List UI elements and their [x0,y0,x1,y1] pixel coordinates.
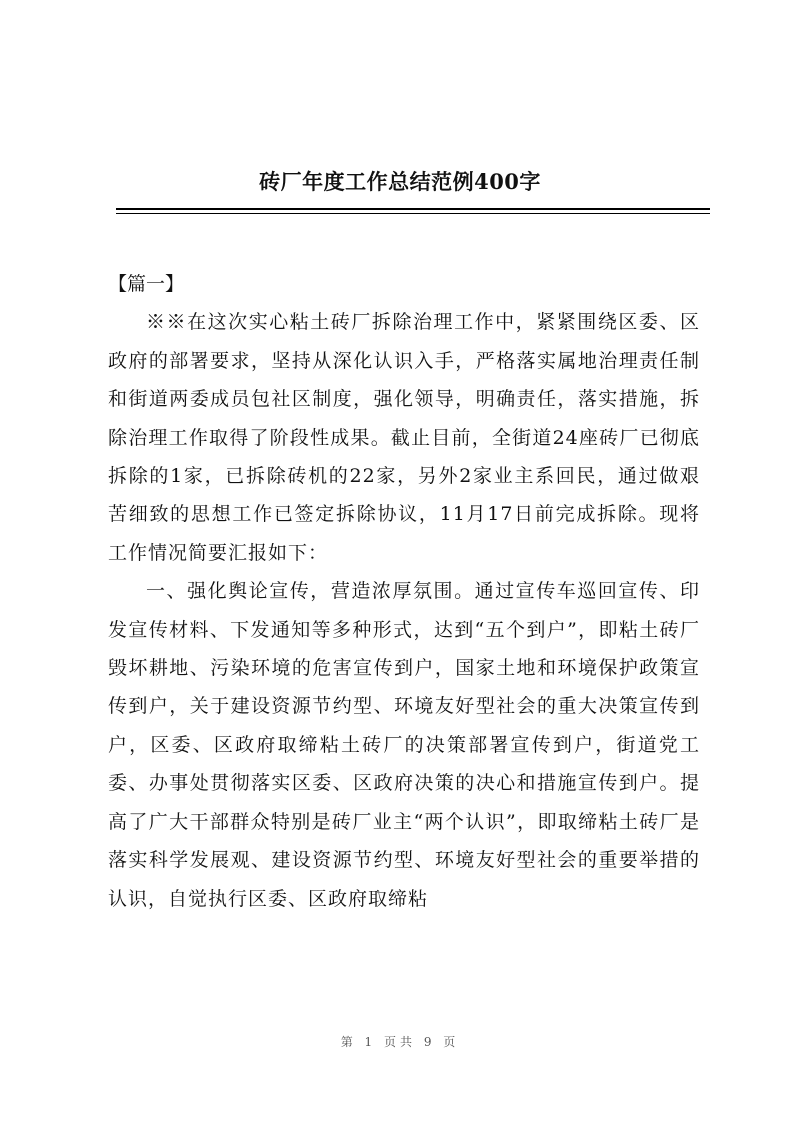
section-heading: 【篇一】 [108,273,185,295]
title-divider-thick [116,208,710,210]
body-paragraph-intro: ※※在这次实心粘土砖厂拆除治理工作中，紧紧围绕区委、区政府的部署要求，坚持从深化认识入手，严格落实属地治理责任制和街道两委成员包社区制度，强化领导，明确责任，落实措施，拆除治理工作取得了阶段性成果。截止目前，全街道24座砖厂已彻底拆除的1家，已拆除砖机的22家，另外2家业主系回民，通过做艰苦细致的思想工作已签定拆除协议，11月17日前完成拆除。现将工作情况简要汇报如下： [108,311,700,564]
title-divider-thin [116,213,710,214]
document-title: 砖厂年度工作总结范例400字 [259,169,541,194]
page-footer: 第 1 页共 9 页 [340,1035,460,1049]
document-body [108,265,700,918]
body-paragraph-publicity: 一、强化舆论宣传，营造浓厚氛围。通过宣传车巡回宣传、印发宣传材料、下发通知等多种形式，达到“五个到户”，即粘土砖厂毁坏耕地、污染环境的危害宣传到户，国家土地和环境保护政策宣传到户，关于建设资源节约型、环境友好型社会的重大决策宣传到户，区委、区政府取缔粘土砖厂的决策部署宣传到户，街道党工委、办事处贯彻落实区委、区政府决策的决心和措施宣传到户。提高了广大干部群众特别是砖厂业主“两个认识”，即取缔粘土砖厂是落实科学发展观、建设资源节约型、环境友好型社会的重要举措的认识，自觉执行区委、区政府取缔粘 [108,580,700,910]
